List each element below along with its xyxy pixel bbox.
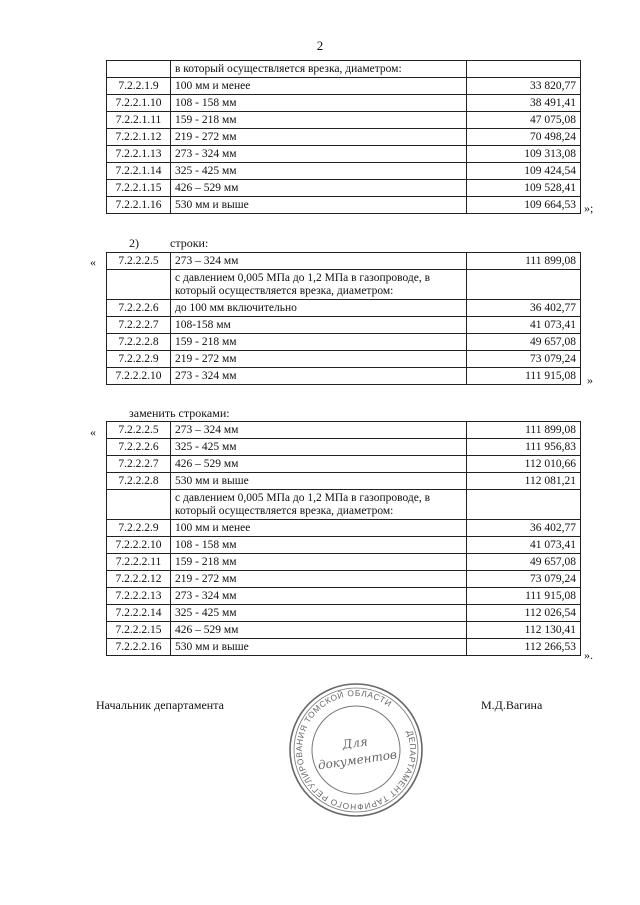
row-code — [107, 490, 171, 520]
row-value: 38 491,41 — [467, 95, 581, 112]
row-code: 7.2.2.2.7 — [107, 317, 171, 334]
row-value: 41 073,41 — [467, 317, 581, 334]
row-code: 7.2.2.2.10 — [107, 368, 171, 385]
row-description: 219 - 272 мм — [171, 129, 467, 146]
table-row — [107, 490, 581, 520]
row-code: 7.2.2.1.13 — [107, 146, 171, 163]
row-value: 109 664,53 — [467, 197, 581, 214]
row-value: 111 915,08 — [467, 368, 581, 385]
table-row — [107, 180, 581, 197]
row-code: 7.2.2.1.14 — [107, 163, 171, 180]
table-row — [107, 520, 581, 537]
row-code: 7.2.2.2.8 — [107, 473, 171, 490]
row-value: 49 657,08 — [467, 554, 581, 571]
row-description: 159 - 218 мм — [171, 334, 467, 351]
row-value: 41 073,41 — [467, 537, 581, 554]
row-code: 7.2.2.2.9 — [107, 351, 171, 368]
table-row — [107, 300, 581, 317]
stamp-center-line2: документов — [317, 747, 398, 773]
tariff-table-1 — [106, 60, 581, 214]
row-value: 112 010,66 — [467, 456, 581, 473]
row-value: 109 424,54 — [467, 163, 581, 180]
row-description: до 100 мм включительно — [171, 300, 467, 317]
table-row — [107, 78, 581, 95]
table-row — [107, 334, 581, 351]
close-quote-3: ». — [584, 648, 593, 662]
row-description: 273 - 324 мм — [171, 588, 467, 605]
row-description: в который осуществляется врезка, диаметром: — [171, 61, 467, 78]
row-code: 7.2.2.2.6 — [107, 300, 171, 317]
row-description: с давлением 0,005 МПа до 1,2 МПа в газопроводе, в который осуществляется врезка, диаметром: — [171, 270, 467, 300]
table-row — [107, 605, 581, 622]
row-code: 7.2.2.1.10 — [107, 95, 171, 112]
row-code: 7.2.2.1.9 — [107, 78, 171, 95]
table-row — [107, 473, 581, 490]
row-value: 49 657,08 — [467, 334, 581, 351]
row-description: 325 - 425 мм — [171, 605, 467, 622]
row-code: 7.2.2.2.6 — [107, 439, 171, 456]
table-row — [107, 622, 581, 639]
row-value: 112 130,41 — [467, 622, 581, 639]
row-description: 273 – 324 мм — [171, 253, 467, 270]
row-code: 7.2.2.2.12 — [107, 571, 171, 588]
section-label-replace: заменить строками: — [129, 406, 230, 420]
row-description: 426 – 529 мм — [171, 456, 467, 473]
table-row — [107, 351, 581, 368]
row-code: 7.2.2.2.5 — [107, 253, 171, 270]
row-description: 530 мм и выше — [171, 197, 467, 214]
row-description: 530 мм и выше — [171, 473, 467, 490]
table-row — [107, 317, 581, 334]
table-row — [107, 439, 581, 456]
table-row — [107, 639, 581, 656]
tariff-table-3 — [106, 421, 581, 656]
open-quote-2: « — [90, 255, 96, 269]
row-code: 7.2.2.1.15 — [107, 180, 171, 197]
row-description: 273 - 324 мм — [171, 368, 467, 385]
table-row — [107, 197, 581, 214]
row-description: 108-158 мм — [171, 317, 467, 334]
table-row — [107, 588, 581, 605]
row-value: 109 528,41 — [467, 180, 581, 197]
row-description: 108 - 158 мм — [171, 95, 467, 112]
row-value: 111 899,08 — [467, 422, 581, 439]
row-description: 159 - 218 мм — [171, 112, 467, 129]
row-value: 111 956,83 — [467, 439, 581, 456]
table-row — [107, 456, 581, 473]
row-code: 7.2.2.2.16 — [107, 639, 171, 656]
table-row — [107, 163, 581, 180]
row-code — [107, 61, 171, 78]
table-row — [107, 129, 581, 146]
row-description: 219 - 272 мм — [171, 571, 467, 588]
row-value: 36 402,77 — [467, 300, 581, 317]
row-code: 7.2.2.2.7 — [107, 456, 171, 473]
row-value: 47 075,08 — [467, 112, 581, 129]
stamp-ring-text: ДЕПАРТАМЕНТ ТАРИФНОГО РЕГУЛИРОВАНИЯ ТОМСКОЙ ОБЛАСТИ — [293, 687, 419, 813]
page-number: 2 — [316, 38, 324, 53]
table-row — [107, 270, 581, 300]
row-code: 7.2.2.2.11 — [107, 554, 171, 571]
row-code: 7.2.2.1.12 — [107, 129, 171, 146]
table-row — [107, 368, 581, 385]
row-value — [467, 61, 581, 78]
stamp-center-line1: Для — [341, 734, 369, 752]
row-value: 112 081,21 — [467, 473, 581, 490]
table-row — [107, 95, 581, 112]
table-row — [107, 571, 581, 588]
row-code: 7.2.2.2.10 — [107, 537, 171, 554]
row-description: 325 - 425 мм — [171, 163, 467, 180]
row-description: 100 мм и менее — [171, 520, 467, 537]
svg-text:ДЕПАРТАМЕНТ ТАРИФНОГО РЕГУЛИРО — [286, 680, 426, 820]
row-code: 7.2.2.2.14 — [107, 605, 171, 622]
signature-name: М.Д.Вагина — [481, 698, 543, 712]
row-description: 219 - 272 мм — [171, 351, 467, 368]
row-code: 7.2.2.2.15 — [107, 622, 171, 639]
row-description: 273 – 324 мм — [171, 422, 467, 439]
row-value: 112 026,54 — [467, 605, 581, 622]
row-description: 273 - 324 мм — [171, 146, 467, 163]
row-value: 111 899,08 — [467, 253, 581, 270]
row-description: 426 – 529 мм — [171, 180, 467, 197]
row-description: 108 - 158 мм — [171, 537, 467, 554]
row-value: 70 498,24 — [467, 129, 581, 146]
row-value: 111 915,08 — [467, 588, 581, 605]
row-value: 109 313,08 — [467, 146, 581, 163]
table-row — [107, 146, 581, 163]
row-description: 159 - 218 мм — [171, 554, 467, 571]
tariff-table-2 — [106, 252, 581, 385]
row-code: 7.2.2.2.9 — [107, 520, 171, 537]
section-label-rows: строки: — [170, 236, 209, 250]
row-value: 73 079,24 — [467, 351, 581, 368]
row-code: 7.2.2.1.16 — [107, 197, 171, 214]
row-description: 530 мм и выше — [171, 639, 467, 656]
table-row — [107, 253, 581, 270]
row-code: 7.2.2.1.11 — [107, 112, 171, 129]
row-code: 7.2.2.2.5 — [107, 422, 171, 439]
section-number: 2) — [129, 236, 139, 250]
signature-position: Начальник департамента — [96, 698, 224, 712]
row-description: 100 мм и менее — [171, 78, 467, 95]
row-code: 7.2.2.2.8 — [107, 334, 171, 351]
row-value: 112 266,53 — [467, 639, 581, 656]
row-value: 36 402,77 — [467, 520, 581, 537]
table-row — [107, 112, 581, 129]
row-value: 73 079,24 — [467, 571, 581, 588]
table-row — [107, 554, 581, 571]
row-description: 325 - 425 мм — [171, 439, 467, 456]
row-value — [467, 270, 581, 300]
close-quote-1: »; — [584, 201, 594, 215]
table-row — [107, 422, 581, 439]
official-stamp — [286, 680, 426, 820]
close-quote-2: » — [587, 373, 593, 387]
row-code — [107, 270, 171, 300]
row-description: с давлением 0,005 МПа до 1,2 МПа в газопроводе, в который осуществляется врезка, диаметром: — [171, 490, 467, 520]
row-description: 426 – 529 мм — [171, 622, 467, 639]
open-quote-3: « — [90, 425, 96, 439]
table-row — [107, 61, 581, 78]
table-row — [107, 537, 581, 554]
row-code: 7.2.2.2.13 — [107, 588, 171, 605]
row-value — [467, 490, 581, 520]
row-value: 33 820,77 — [467, 78, 581, 95]
